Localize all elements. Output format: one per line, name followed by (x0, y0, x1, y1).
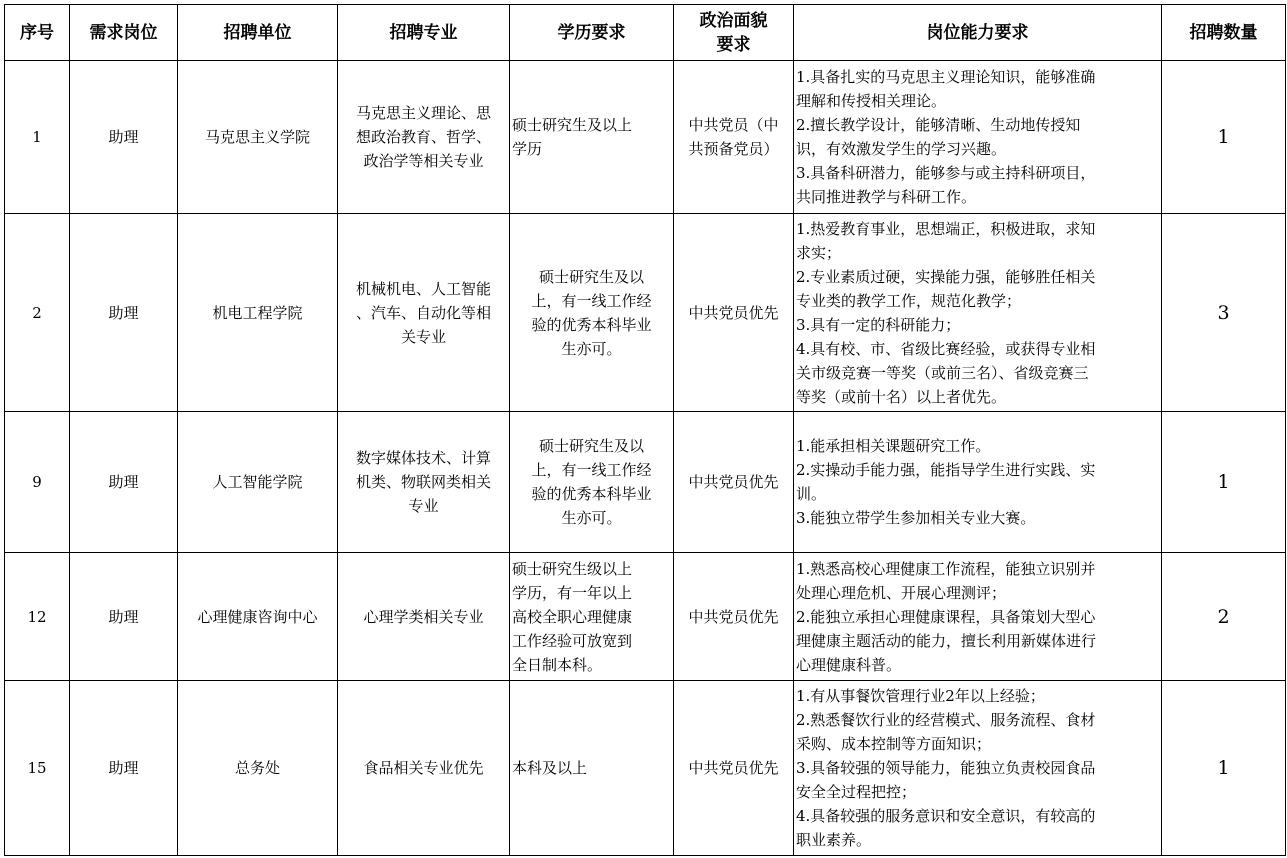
cell-education-line: 生亦可。 (561, 339, 622, 358)
cell-political-line: 中共党员优先 (688, 759, 779, 777)
cell-unit: 机电工程学院 (178, 214, 338, 412)
cell-requirements (794, 553, 1162, 681)
cell-major-line: 关专业 (400, 327, 446, 346)
cell-education-line: 学历，有一年以上 (512, 583, 633, 602)
cell-post: 助理 (70, 61, 178, 214)
cell-post: 助理 (70, 681, 178, 856)
cell-requirements-line: 专业类的教学工作，规范化教学； (796, 291, 1022, 310)
cell-requirements-line: 处理心理危机、开展心理测评； (796, 583, 1007, 602)
cell-post: 助理 (70, 214, 178, 412)
cell-requirements-line: 2.擅长教学设计，能够清晰、生动地传授知 (796, 116, 1081, 134)
cell-count: 1 (1162, 681, 1286, 856)
cell-political (674, 61, 794, 214)
cell-education (510, 412, 674, 553)
cell-requirements-line: 求实； (796, 243, 842, 262)
cell-no: 12 (5, 553, 70, 681)
cell-requirements-line: 3.具备科研潜力，能够参与或主持科研项目， (796, 164, 1096, 182)
cell-requirements-line: 4.具有校、市、省级比赛经验，或获得专业相 (796, 339, 1096, 358)
cell-no: 9 (5, 412, 70, 553)
cell-no: 1 (5, 61, 70, 214)
cell-requirements-line: 3.具备较强的领导能力，能独立负责校园食品 (796, 759, 1096, 777)
cell-major (338, 553, 510, 681)
cell-major-line: 机械机电、人工智能 (355, 279, 491, 298)
cell-requirements-line: 理解和传授相关理论。 (796, 92, 947, 110)
cell-major-line: 专业 (408, 497, 439, 515)
table-row (5, 681, 1286, 856)
table-header-row (5, 5, 1286, 61)
cell-requirements-line: 2.实操动手能力强，能指导学生进行实践、实 (796, 461, 1096, 479)
cell-requirements-line: 心理健康科普。 (796, 655, 902, 674)
recruitment-table (4, 4, 1286, 856)
cell-requirements-line: 1.有从事餐饮管理行业2年以上经验； (796, 687, 1045, 705)
cell-political (674, 553, 794, 681)
cell-requirements (794, 412, 1162, 553)
cell-major-line: 心理学类相关专业 (363, 607, 484, 626)
cell-no: 15 (5, 681, 70, 856)
cell-major-line: 马克思主义理论、思 (355, 104, 491, 122)
cell-political (674, 412, 794, 553)
header-cell-unit: 招聘单位 (178, 5, 338, 61)
cell-major-line: 政治学等相关专业 (363, 152, 484, 170)
cell-requirements-line: 理健康主题活动的能力，擅长利用新媒体进行 (796, 631, 1097, 650)
cell-political-line: 中共党员优先 (688, 473, 779, 491)
cell-count: 1 (1162, 412, 1286, 553)
cell-requirements-line: 3.具有一定的科研能力； (796, 315, 961, 334)
header-cell-post: 需求岗位 (70, 5, 178, 61)
cell-major (338, 681, 510, 856)
cell-major (338, 61, 510, 214)
cell-requirements-line: 1.熟悉高校心理健康工作流程，能独立识别并 (796, 559, 1096, 578)
cell-education-line: 本科及以上 (512, 759, 588, 777)
cell-no: 2 (5, 214, 70, 412)
table-row (5, 61, 1286, 214)
cell-education-line: 验的优秀本科毕业 (531, 485, 652, 503)
cell-political (674, 681, 794, 856)
cell-requirements (794, 214, 1162, 412)
cell-education-line: 生亦可。 (561, 509, 622, 527)
cell-post: 助理 (70, 412, 178, 553)
header-cell-requirements: 岗位能力要求 (794, 5, 1162, 61)
cell-major-line: 、汽车、自动化等相 (355, 303, 491, 322)
cell-education-line: 高校全职心理健康 (512, 607, 633, 626)
table-row (5, 214, 1286, 412)
cell-education-line: 工作经验可放宽到 (512, 631, 633, 650)
cell-requirements-line: 2.熟悉餐饮行业的经营模式、服务流程、食材 (796, 711, 1096, 729)
cell-education-line: 硕士研究生及以上 (512, 116, 633, 134)
cell-requirements-line: 采购、成本控制等方面知识； (796, 735, 992, 753)
cell-education (510, 681, 674, 856)
cell-education-line: 全日制本科。 (512, 655, 603, 674)
cell-requirements-line: 共同推进教学与科研工作。 (796, 188, 977, 206)
cell-requirements-line: 2.专业素质过硬，实操能力强，能够胜任相关 (796, 267, 1096, 286)
cell-major (338, 412, 510, 553)
cell-education-line: 验的优秀本科毕业 (531, 315, 652, 334)
cell-education (510, 553, 674, 681)
cell-major-line: 想政治教育、哲学、 (355, 128, 491, 146)
cell-requirements-line: 2.能独立承担心理健康课程，具备策划大型心 (796, 607, 1096, 626)
cell-education (510, 214, 674, 412)
cell-unit: 马克思主义学院 (178, 61, 338, 214)
cell-education-line: 上，有一线工作经 (531, 291, 652, 310)
cell-requirements-line: 训。 (796, 485, 827, 503)
table-row (5, 553, 1286, 681)
cell-post: 助理 (70, 553, 178, 681)
cell-education (510, 61, 674, 214)
header-cell-count: 招聘数量 (1162, 5, 1286, 61)
cell-requirements-line: 关市级竞赛一等奖（或前三名）、省级竞赛三 (796, 363, 1089, 382)
cell-political-line: 共预备党员） (688, 140, 779, 158)
cell-requirements (794, 681, 1162, 856)
cell-requirements-line: 1.具备扎实的马克思主义理论知识，能够准确 (796, 68, 1096, 86)
cell-unit: 人工智能学院 (178, 412, 338, 553)
cell-major-line: 机类、物联网类相关 (355, 473, 491, 491)
cell-requirements (794, 61, 1162, 214)
cell-requirements-line: 职业素养。 (796, 831, 872, 849)
header-cell-no: 序号 (5, 5, 70, 61)
cell-education-line: 上，有一线工作经 (531, 461, 652, 479)
header-cell-political: 政治面貌 要求 (674, 5, 794, 61)
cell-unit: 总务处 (178, 681, 338, 856)
cell-political-line: 中共党员（中 (688, 116, 779, 134)
cell-political-line: 中共党员优先 (688, 303, 779, 322)
cell-requirements-line: 4.具备较强的服务意识和安全意识，有较高的 (796, 807, 1096, 825)
cell-requirements-line: 识，有效激发学生的学习兴趣。 (796, 140, 1007, 158)
cell-unit: 心理健康咨询中心 (178, 553, 338, 681)
cell-count: 2 (1162, 553, 1286, 681)
cell-count: 3 (1162, 214, 1286, 412)
cell-political-line: 中共党员优先 (688, 607, 779, 626)
header-cell-education: 学历要求 (510, 5, 674, 61)
cell-requirements-line: 等奖（或前十名）以上者优先。 (796, 387, 1007, 406)
cell-count: 1 (1162, 61, 1286, 214)
cell-major-line: 数字媒体技术、计算 (355, 449, 491, 467)
cell-requirements-line: 1.热爱教育事业，思想端正，积极进取，求知 (796, 219, 1096, 238)
table-row (5, 412, 1286, 553)
cell-major (338, 214, 510, 412)
cell-education-line: 硕士研究生及以 (538, 267, 644, 286)
header-cell-major: 招聘专业 (338, 5, 510, 61)
cell-requirements-line: 安全全过程把控； (796, 783, 917, 801)
cell-education-line: 硕士研究生及以 (538, 437, 644, 455)
cell-major-line: 食品相关专业优先 (363, 759, 484, 777)
cell-requirements-line: 3.能独立带学生参加相关专业大赛。 (796, 509, 1036, 527)
cell-requirements-line: 1.能承担相关课题研究工作。 (796, 437, 991, 455)
cell-education-line: 学历 (512, 140, 543, 158)
cell-education-line: 硕士研究生级以上 (512, 559, 633, 578)
cell-political (674, 214, 794, 412)
